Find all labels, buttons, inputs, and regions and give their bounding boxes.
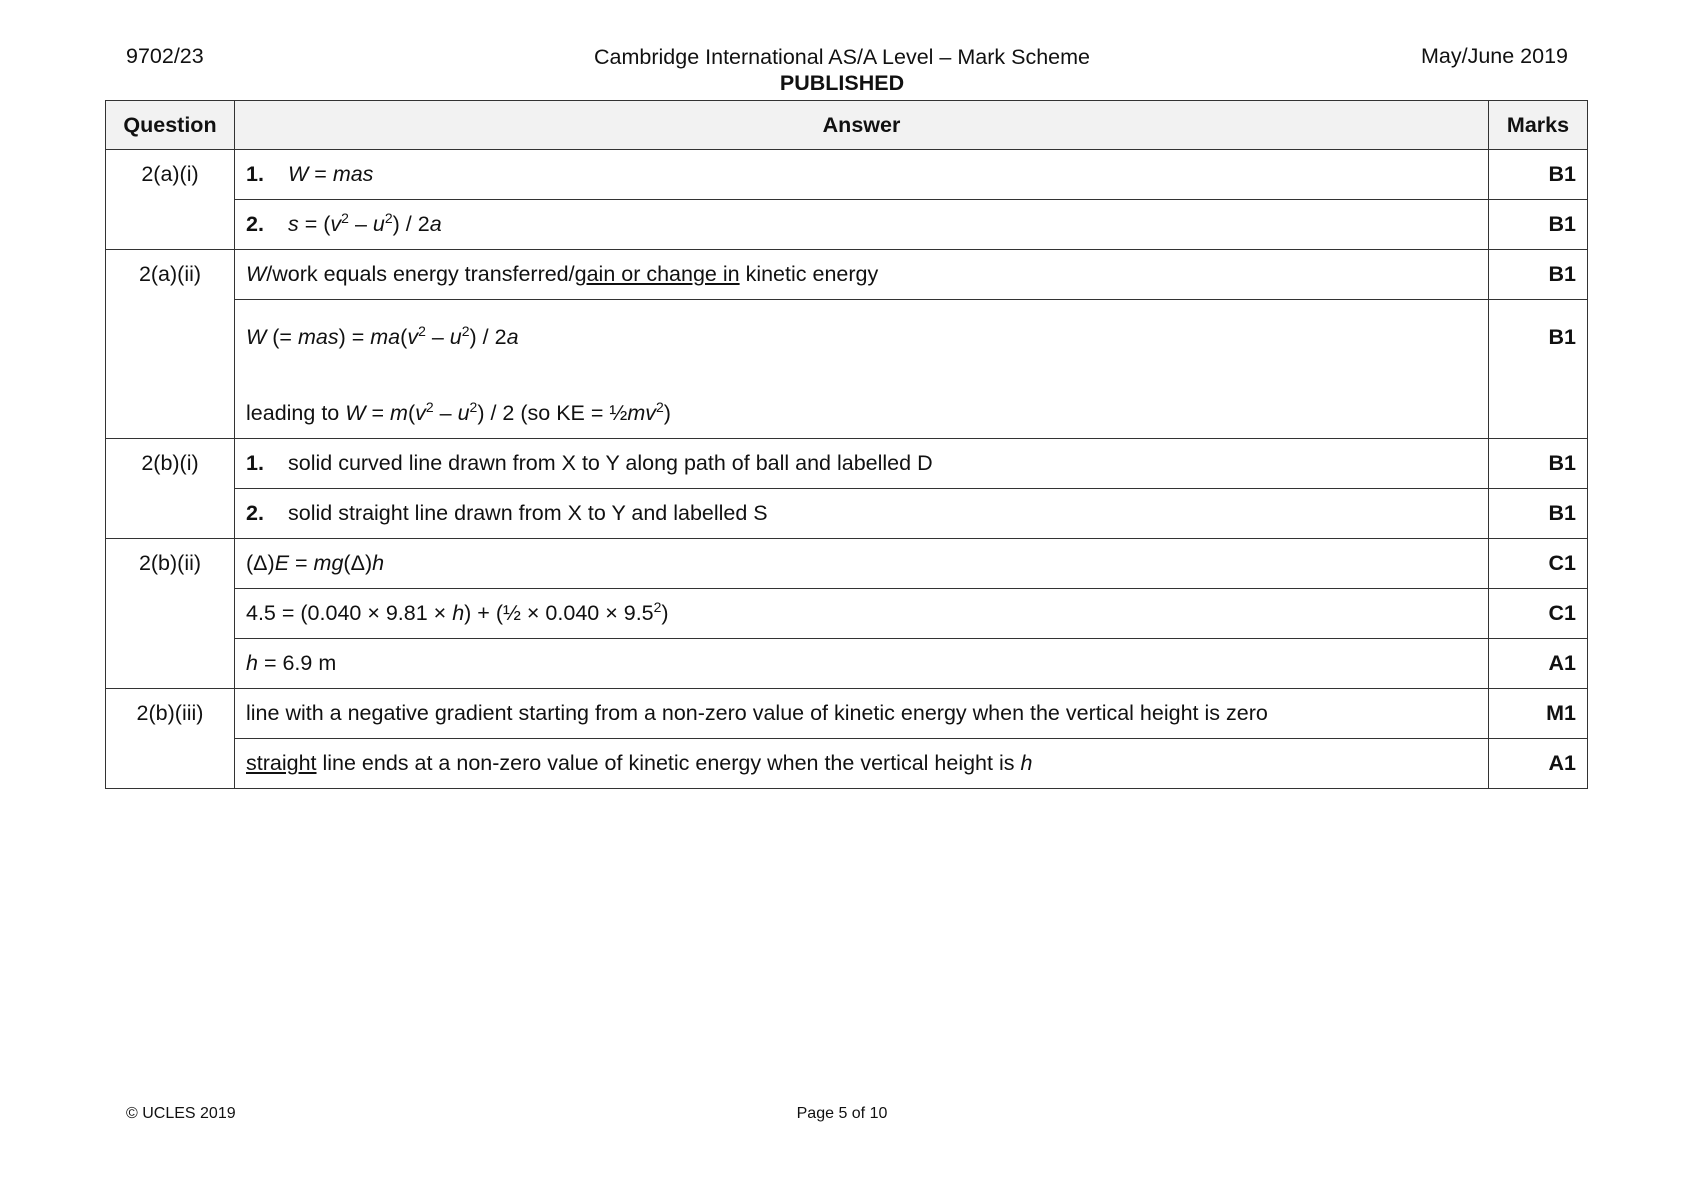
exam-session: May/June 2019 (1420, 44, 1568, 68)
question-number: 2(b)(ii) (106, 539, 235, 689)
answer-text: solid curved line drawn from X to Y along path of ball and labelled D (288, 451, 933, 475)
page-number: Page 5 of 10 (796, 1105, 888, 1122)
answer-text: solid straight line drawn from X to Y and labelled S (288, 501, 768, 525)
mark-cell: B1 (1489, 439, 1588, 489)
mark-cell: B1 (1489, 300, 1588, 439)
answer-cell (235, 200, 1489, 250)
answer-item-number: 2. (246, 212, 264, 236)
table-row (106, 300, 1588, 439)
mark-cell: C1 (1489, 589, 1588, 639)
answer-item-number: 2. (246, 501, 264, 525)
answer-cell (235, 589, 1489, 639)
mark-cell: A1 (1489, 639, 1588, 689)
question-header: Question (106, 101, 235, 150)
answer-cell (235, 689, 1489, 739)
answer-text: (Δ)E = mg(Δ)h (246, 551, 385, 575)
answer-text: W/work equals energy transferred/gain or change in kinetic energy (246, 262, 879, 286)
mark-scheme-table (105, 100, 1588, 789)
table-row (106, 689, 1588, 739)
mark-cell: B1 (1489, 250, 1588, 300)
answer-cell (235, 489, 1489, 539)
question-number: 2(a)(ii) (106, 250, 235, 439)
answer-cell (235, 639, 1489, 689)
copyright-notice: © UCLES 2019 (126, 1105, 236, 1122)
table-header-row (106, 101, 1588, 150)
table-row (106, 639, 1588, 689)
document-subtitle: PUBLISHED (779, 71, 905, 95)
table-row (106, 150, 1588, 200)
table-row (106, 439, 1588, 489)
table-row (106, 739, 1588, 789)
question-number: 2(b)(i) (106, 439, 235, 539)
paper-code: 9702/23 (126, 44, 204, 68)
answer-text-line2: leading to $W = m(v^2 - u^2) / 2$ (so KE = $\frac{1}{2}mv^2$) (246, 399, 671, 425)
table-row (106, 489, 1588, 539)
marks-header: Marks (1489, 101, 1588, 150)
answer-item-number: 1. (246, 162, 264, 186)
answer-text: line with a negative gradient starting from a non-zero value of kinetic energy when the vertical height is zero (246, 701, 1268, 725)
answer-text: 4.5 = (0.040 × 9.81 × h) + (½ × $0.040 \times 9.5^2$) (246, 599, 669, 625)
answer-text: W = mas (288, 162, 374, 186)
answer-cell (235, 250, 1489, 300)
document-title: Cambridge International AS/A Level – Mark Scheme (594, 45, 1090, 69)
mark-cell: B1 (1489, 489, 1588, 539)
table-row (106, 200, 1588, 250)
answer-cell (235, 439, 1489, 489)
answer-cell (235, 739, 1489, 789)
mark-cell: B1 (1489, 150, 1588, 200)
answer-item-number: 1. (246, 451, 264, 475)
answer-cell (235, 150, 1489, 200)
mark-cell: C1 (1489, 539, 1588, 589)
mark-cell: M1 (1489, 689, 1588, 739)
answer-text: straight line ends at a non-zero value of kinetic energy when the vertical height is h (246, 751, 1033, 775)
question-number: 2(a)(i) (106, 150, 235, 250)
table-row (106, 539, 1588, 589)
table-row (106, 250, 1588, 300)
answer-header: Answer (235, 101, 1489, 150)
answer-cell (235, 300, 1489, 439)
answer-text: h = 6.9 m (246, 651, 337, 675)
mark-cell: B1 (1489, 200, 1588, 250)
answer-text: $s = (v^2 - u^2) / 2a$ (288, 210, 442, 236)
mark-cell: A1 (1489, 739, 1588, 789)
answer-cell (235, 539, 1489, 589)
answer-text: W (= $mas) = ma(v^2 - u^2) / 2a$ (246, 323, 519, 349)
question-number: 2(b)(iii) (106, 689, 235, 789)
table-row (106, 589, 1588, 639)
